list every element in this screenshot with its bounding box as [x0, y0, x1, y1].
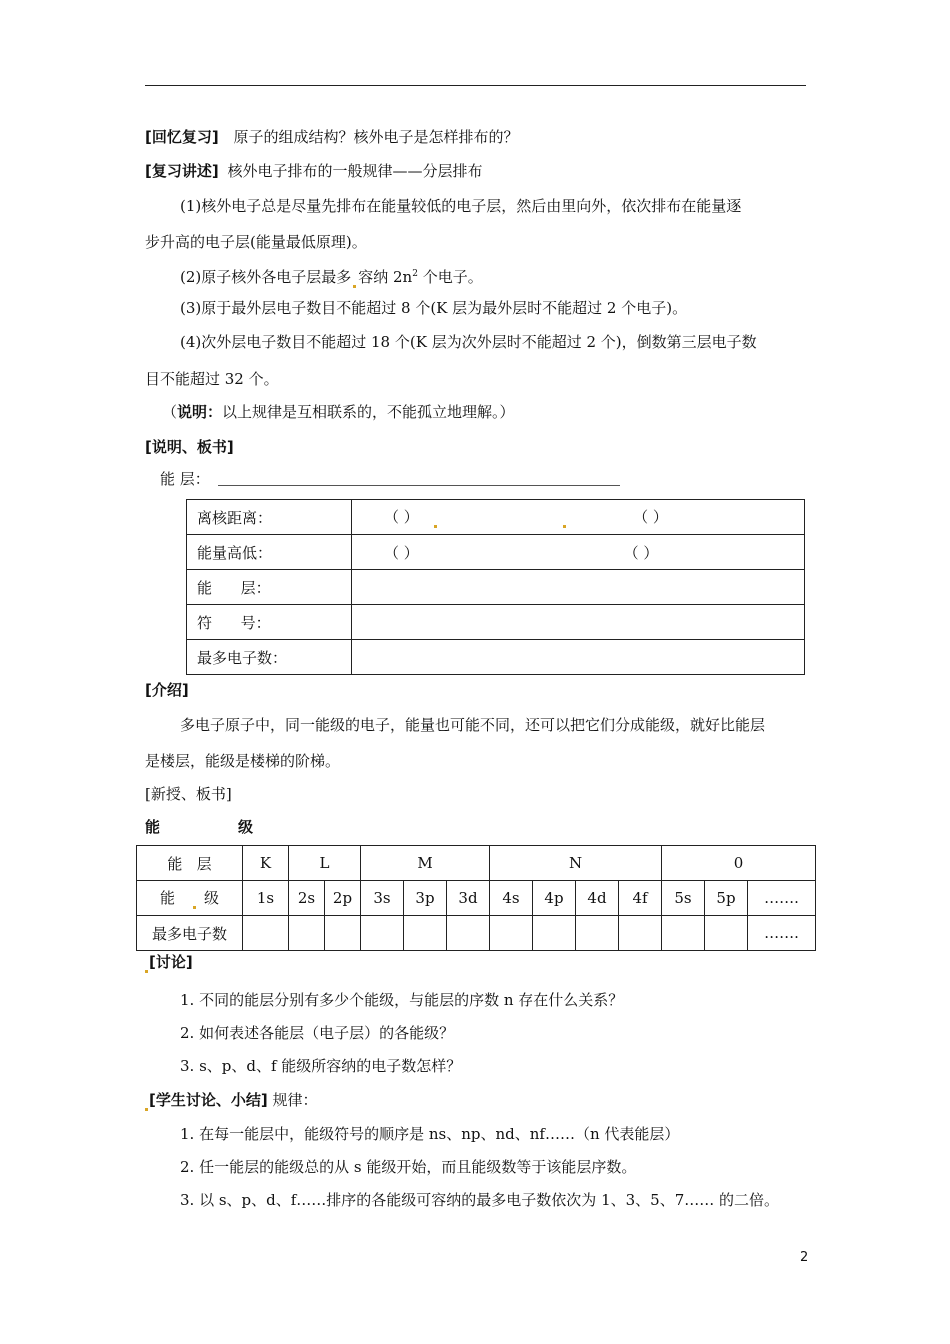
title-a: 能 [145, 818, 161, 836]
lecture-text: 核外电子排布的一般规律——分层排布 [227, 162, 483, 180]
level-cell: 4s [490, 881, 533, 916]
review-tag: [回忆复习] [145, 128, 219, 146]
header-rule [145, 85, 806, 86]
question-2: 2. 如何表述各能层（电子层）的各能级？ [180, 1024, 455, 1042]
table-row [137, 916, 816, 951]
rule-2-mid: 容纳 2n [358, 268, 413, 286]
row-label: 离核距离： [187, 500, 352, 535]
level-cell: 2s [289, 881, 325, 916]
page-number: 2 [800, 1250, 809, 1265]
board-tag: [说明、板书] [145, 438, 234, 456]
level-cell: ……. [748, 881, 816, 916]
rule-2-pre: (2)原子核外各电子层最多 [180, 268, 352, 286]
empty-cell [576, 916, 619, 951]
intro-p1: 多电子原子中，同一能级的电子，能量也可能不同，还可以把它们分成能级，就好比能层 [180, 716, 766, 734]
bracket-right: （ ） [623, 543, 659, 562]
rule-2 [180, 267, 483, 288]
discussion-tag: [讨论] [149, 953, 193, 971]
table-row [137, 881, 816, 916]
level-cell: 3d [447, 881, 490, 916]
empty-cell [361, 916, 404, 951]
layer-cell: M [361, 846, 490, 881]
row-label: 能 层： [187, 570, 352, 605]
energy-layer-label: 能 层： [160, 470, 210, 488]
dot-mark [563, 525, 566, 528]
row-label: 能 层 [137, 846, 243, 881]
title-b: 级 [238, 818, 254, 836]
bracket-left: （ ） [384, 508, 419, 526]
level-cell: 3s [361, 881, 404, 916]
rule-4a: (4)次外层电子数目不能超过 18 个(K 层为次外层时不能超过 2 个)，倒数第三层电子数 [180, 333, 757, 351]
level-cell: 4f [619, 881, 662, 916]
bracket-right: （ ） [633, 508, 668, 526]
row-label: 最多电子数 [137, 916, 243, 951]
table-row [137, 846, 816, 881]
new-tag: [新授、板书] [145, 785, 232, 803]
blank-line [218, 485, 620, 486]
rule-2-post: 个电子。 [417, 268, 483, 286]
note-line [162, 402, 515, 422]
rule-4b: 目不能超过 32 个。 [145, 370, 279, 388]
rule-2-sup: 2 [412, 269, 418, 279]
dot-mark [434, 525, 437, 528]
table-row [187, 570, 805, 605]
intro-p2: 是楼层，能级是楼梯的阶梯。 [145, 752, 341, 770]
empty-cell [404, 916, 447, 951]
row-label [137, 881, 243, 916]
summary-2: 2. 任一能层的能级总的从 s 能级开始，而且能级数等于该能层序数。 [180, 1158, 637, 1176]
empty-cell [243, 916, 289, 951]
level-cell: 4d [576, 881, 619, 916]
dot-mark [145, 1108, 148, 1111]
dot-mark [145, 970, 148, 973]
empty-cell [289, 916, 325, 951]
discussion-line [145, 952, 193, 973]
energy-level-table [136, 845, 816, 951]
rule-1b: 步升高的电子层(能量最低原理)。 [145, 233, 367, 251]
lecture-tag: [复习讲述] [145, 162, 219, 180]
table-row [187, 640, 805, 675]
lecture-line [145, 161, 483, 181]
note-text: 以上规律是互相联系的，不能孤立地理解。） [222, 403, 515, 421]
empty-cell [619, 916, 662, 951]
layer-cell: 0 [662, 846, 816, 881]
empty-cell [325, 916, 361, 951]
level-cell: 4p [533, 881, 576, 916]
summary-tag-text: 规律： [272, 1091, 318, 1109]
rule-3: (3)原于最外层电子数目不能超过 8 个(K 层为最外层时不能超过 2 个电子)。 [180, 299, 688, 317]
levels-title [145, 817, 253, 837]
row-label: 能量高低： [187, 535, 352, 570]
row-label: 符 号： [187, 605, 352, 640]
empty-cell [490, 916, 533, 951]
review-line [145, 127, 519, 147]
table-row [187, 535, 805, 570]
level-cell: 5p [705, 881, 748, 916]
level-cell: 5s [662, 881, 705, 916]
table-row [187, 500, 805, 535]
row-value [352, 570, 805, 605]
summary-line [145, 1090, 318, 1111]
bracket-left: （ ） [384, 543, 419, 562]
rule-1a: (1)核外电子总是尽量先排布在能量较低的电子层，然后由里向外，依次排布在能量逐 [180, 197, 742, 215]
question-3: 3. s、p、d、f 能级所容纳的电子数怎样？ [180, 1057, 462, 1075]
row-value [352, 640, 805, 675]
note-label: 说明： [177, 403, 223, 421]
label-b: 级 [204, 889, 220, 907]
last-cell: ……. [748, 916, 816, 951]
level-cell: 1s [243, 881, 289, 916]
layer-cell: N [490, 846, 662, 881]
intro-tag: [介绍] [145, 681, 189, 699]
label-a: 能 [159, 889, 175, 907]
energy-layer-table [186, 499, 805, 675]
note-open: （ [162, 403, 178, 421]
question-1: 1. 不同的能层分别有多少个能级，与能层的序数 n 存在什么关系？ [180, 991, 624, 1009]
review-text: 原子的组成结构？核外电子是怎样排布的？ [233, 128, 519, 146]
empty-cell [705, 916, 748, 951]
row-value [352, 535, 805, 570]
layer-cell: L [289, 846, 361, 881]
dot-mark [353, 285, 356, 288]
table-row [187, 605, 805, 640]
empty-cell [533, 916, 576, 951]
empty-cell [447, 916, 490, 951]
dot-mark [193, 906, 196, 909]
empty-cell [662, 916, 705, 951]
summary-tag: [学生讨论、小结] [149, 1091, 268, 1109]
level-cell: 2p [325, 881, 361, 916]
row-value [352, 500, 805, 535]
row-value [352, 605, 805, 640]
summary-3: 3. 以 s、p、d、f……排序的各能级可容纳的最多电子数依次为 1、3、5、7…… 的二倍。 [180, 1191, 780, 1209]
row-label: 最多电子数： [187, 640, 352, 675]
level-cell: 3p [404, 881, 447, 916]
layer-cell: K [243, 846, 289, 881]
summary-1: 1. 在每一能层中，能级符号的顺序是 ns、np、nd、nf……（n 代表能层） [180, 1125, 680, 1143]
